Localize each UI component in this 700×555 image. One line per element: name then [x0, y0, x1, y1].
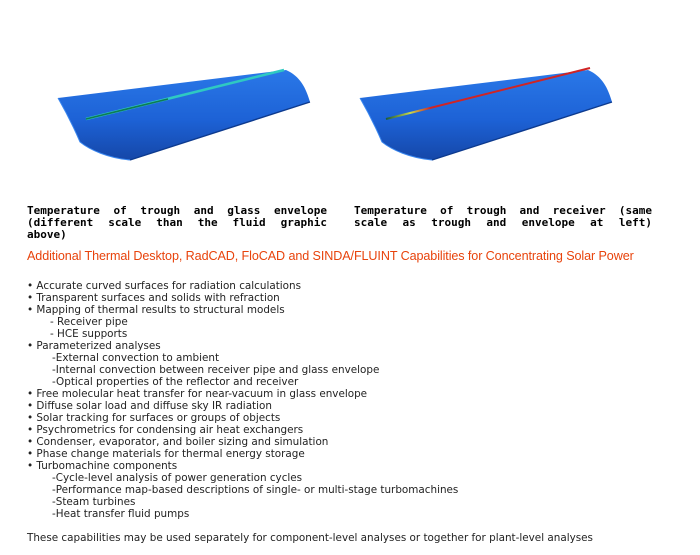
capability-item: • Psychrometrics for condensing air heat exchangers — [27, 424, 304, 436]
trough-receiver-figure — [352, 58, 620, 166]
capability-subitem: -Heat transfer fluid pumps — [52, 508, 190, 520]
footer-note: These capabilities may be used separately for component-level analyses or together for plant-level analyses — [27, 532, 593, 544]
trough-receiver-render — [352, 58, 620, 166]
capability-subitem: -Cycle-level analysis of power generation cycles — [52, 472, 303, 484]
capability-subitem: -Steam turbines — [52, 496, 136, 508]
capability-item: • Solar tracking for surfaces or groups of objects — [27, 412, 281, 424]
caption-trough-receiver — [354, 205, 652, 229]
capability-subitem: - HCE supports — [50, 328, 128, 340]
capability-subitem: -External convection to ambient — [52, 352, 220, 364]
caption-line: Temperature of trough and receiver (same — [354, 204, 652, 217]
caption-line: (different scale than the fluid graphic above) — [27, 216, 327, 241]
capability-item: • Diffuse solar load and diffuse sky IR radiation — [27, 400, 272, 412]
capability-item: • Transparent surfaces and solids with refraction — [27, 292, 280, 304]
capability-item: • Free molecular heat transfer for near-vacuum in glass envelope — [27, 388, 368, 400]
trough-surface — [58, 70, 310, 160]
capability-item: • Mapping of thermal results to structural models — [27, 304, 285, 316]
trough-envelope-render — [48, 58, 316, 166]
capability-subitem: -Optical properties of the reflector and receiver — [52, 376, 299, 388]
capability-subitem: - Receiver pipe — [50, 316, 128, 328]
capability-item: • Accurate curved surfaces for radiation calculations — [27, 280, 302, 292]
trough-envelope-figure — [48, 58, 316, 166]
capability-list — [27, 280, 667, 520]
capability-item: • Phase change materials for thermal energy storage — [27, 448, 305, 460]
section-heading: Additional Thermal Desktop, RadCAD, FloCAD and SINDA/FLUINT Capabilities for Concentrating Solar Power — [27, 249, 634, 263]
caption-line: scale as trough and envelope at left) — [354, 216, 652, 229]
capability-subitem: -Internal convection between receiver pipe and glass envelope — [52, 364, 380, 376]
capability-item: • Turbomachine components — [27, 460, 178, 472]
caption-line: Temperature of trough and glass envelope — [27, 204, 327, 217]
trough-surface — [360, 70, 612, 160]
capability-item: • Parameterized analyses — [27, 340, 161, 352]
capability-subitem: -Performance map-based descriptions of single- or multi-stage turbomachines — [52, 484, 459, 496]
caption-trough-envelope — [27, 205, 327, 241]
capability-item: • Condenser, evaporator, and boiler sizing and simulation — [27, 436, 329, 448]
